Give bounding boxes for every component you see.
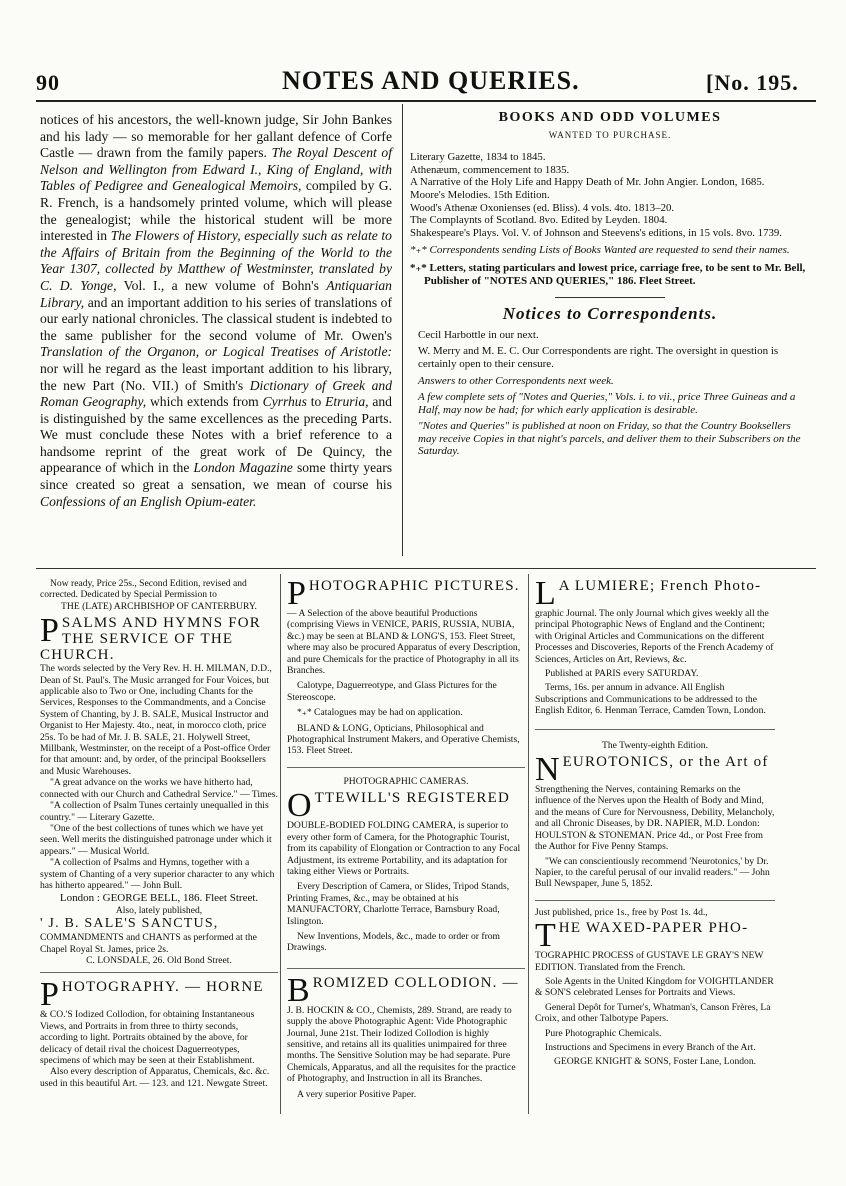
books-wanted-heading: BOOKS AND ODD VOLUMES: [498, 110, 722, 125]
notice-item: W. Merry and M. E. C. Our Correspondents are right. The oversight in question is certainly open to their censure.: [418, 345, 779, 370]
lead-p3: Vol. I., a new volume of Bohn's: [123, 277, 319, 293]
ad-separator: [40, 972, 278, 973]
waxed-depot: General Depôt for Turner's, Whatman's, Canson Frères, La Croix, and other Talbotype Papers.: [535, 1001, 771, 1025]
review-quote: "A great advance on the works we have hitherto had, connected with our Church and Cathedral Service." — Times.: [40, 777, 278, 800]
george-knight-line: GEORGE KNIGHT & SONS, Foster Lane, London.: [553, 1056, 757, 1068]
neurotonics-heading: EUROTONICS, or the Art of: [562, 754, 769, 771]
positive-paper-line: A very superior Positive Paper.: [297, 1088, 417, 1100]
list-item: Moore's Melodies. 15th Edition.: [410, 188, 550, 201]
list-item: Wood's Athenæ Oxonienses (ed. Bliss). 4 vols. 4to. 1813–20.: [410, 201, 675, 214]
letters-note: *₊* Letters, stating particulars and lowest price, carriage free, to be sent to Mr. Bell, Publisher of "NOTES AND QUERIES," 186. Fleet Street.: [410, 261, 806, 287]
waxed-heading: HE WAXED-PAPER PHO-: [558, 920, 749, 937]
drop-cap: O: [287, 787, 312, 825]
photography-body-2: Also every description of Apparatus, Chemicals, &c. &c. used in this beautiful Art. — 123. and 121. Newgate Street.: [40, 1066, 270, 1089]
books-wanted-subheading: WANTED TO PURCHASE.: [548, 129, 672, 140]
ad-separator: [535, 729, 775, 730]
catalogues-line: *₊* Catalogues may be had on application.: [297, 707, 463, 719]
cameras-heading: PHOTOGRAPHIC CAMERAS.: [343, 775, 469, 787]
notice-item: A few complete sets of "Notes and Queries," Vols. i. to vii., price Three Guineas and a Half, may now be had; for which early application is desirable.: [418, 391, 796, 416]
psalms-intro: Now ready, Price 25s., Second Edition, revised and corrected. Dedicated by Special Permission to: [40, 578, 247, 601]
drop-cap: T: [535, 917, 556, 955]
publisher-line: London : GEORGE BELL, 186. Fleet Street.: [59, 892, 259, 905]
photography-body: & CO.'S Iodized Collodion, for obtaining Instantaneous Views, and Portraits in from three to thirty seconds, according to light. Portraits obtained by the above, for delicacy of detail rival the choicest Daguerreotypes, specimens of which may be seen at their Establishment.: [40, 1009, 255, 1066]
flowers-title: The Flowers of History, especially such as relate to the Affairs of Britain from the Beginning of the World to the Year 1307, collected by Matthew of Westminster, translated by C. D. Yonge,: [40, 228, 392, 293]
psalms-heading: SALMS AND HYMNS FOR THE SERVICE OF THE CHURCH.: [40, 615, 262, 664]
drop-cap: P: [40, 976, 59, 1014]
calotype-line: Calotype, Daguerreotype, and Glass Pictures for the Stereoscope.: [287, 680, 497, 703]
waxed-chemicals: Pure Photographic Chemicals.: [545, 1027, 662, 1039]
page-number: 90: [36, 70, 60, 95]
lumiere-terms: Terms, 16s. per annum in advance. All English Subscriptions and Communications to be addressed to the English Editor, 6. Henman Terrace, Camden Town, London.: [535, 682, 766, 717]
cyrrhus: Cyrrhus: [262, 394, 307, 410]
drop-cap: P: [287, 575, 306, 612]
books-wanted-section: [410, 112, 810, 462]
ottewill-body-3: New Inventions, Models, &c., made to order or from Drawings.: [287, 930, 501, 954]
list-item: Literary Gazette, 1834 to 1845.: [410, 151, 546, 164]
journal-title: NOTES AND QUERIES.: [282, 66, 580, 95]
bland-long-line: BLAND & LONG, Opticians, Philosophical and Photographical Instrument Makers, and Operative Chemists, 153. Fleet Street.: [287, 722, 520, 757]
waxed-intro: Just published, price 1s., free by Post 1s. 4d.,: [535, 906, 708, 918]
neurotonics-quote: "We can conscientiously recommend 'Neurotonics,' by Dr. Napier, to the careful perusal of our invalid readers." — John Bull Newspaper, June 5, 1852.: [535, 855, 770, 890]
ad-separator: [287, 968, 525, 969]
dedicatee: THE (LATE) ARCHBISHOP OF CANTERBURY.: [61, 600, 257, 612]
issue-number: [No. 195.: [706, 70, 799, 95]
ad-separator: [287, 767, 525, 768]
notice-item: Answers to other Correspondents next week.: [418, 374, 614, 387]
column-divider: [280, 574, 281, 1114]
neurotonics-edition: The Twenty-eighth Edition.: [602, 739, 708, 751]
ottewill-body: DOUBLE-BODIED FOLDING CAMERA, is superior to every other form of Camera, for the Photographic Tourist, from its capability of Elongation or Contraction to any Focal Adjustment, its extreme Portability, and its adaptation for taking either Views or Portraits.: [287, 820, 521, 877]
advertisements-rule: [36, 568, 816, 569]
confessions-title: Confessions of an English Opium-eater.: [40, 493, 257, 509]
notices-heading: Notices to Correspondents.: [502, 304, 718, 324]
lead-p7: to: [310, 394, 322, 410]
also-published: Also, lately published,: [115, 904, 203, 916]
ads-column-1: [40, 578, 278, 1089]
ads-column-2: [287, 575, 525, 1100]
lumiere-paris-line: Published at PARIS every SATURDAY.: [545, 668, 699, 680]
review-quote: "A collection of Psalms and Hymns, together with a system of Chanting of a very superior character to any which has hitherto appeared." — John Bull.: [40, 857, 275, 891]
drop-cap: P: [40, 612, 59, 650]
drop-cap: L: [535, 575, 556, 612]
lead-p4: and an important addition to his series of translations of our early national chronicles. The classical student is indebted to the same publisher for the second volume of Mr. Owen's: [40, 294, 392, 343]
list-item: A Narrative of the Holy Life and Happy Death of Mr. John Angier. London, 1685.: [410, 176, 765, 189]
list-item: Shakespeare's Plays. Vol. V. of Johnson and Steevens's editions, in 15 vols. 8vo. 1739.: [410, 226, 782, 239]
antiquarian-library: Antiquarian Library,: [40, 277, 392, 310]
lonsdale-line: C. LONSDALE, 26. Old Bond Street.: [86, 954, 232, 966]
organon-title: Translation of the Organon, or Logical Treatises of Aristotle:: [40, 344, 392, 360]
list-item: The Complaynts of Scotland. 8vo. Edited by Leyden. 1804.: [410, 214, 668, 227]
lead-p8: and is distinguished by the same excellences as the preceding Parts. We must conclude these Notes with a brief reference to a handsome reprint of the great work of De Quincy, the appearance of which in the: [40, 394, 392, 476]
books-list: [410, 151, 810, 239]
column-divider: [528, 574, 529, 1114]
list-item: Athenæum, commencement to 1835.: [410, 163, 570, 176]
psalms-body: The words selected by the Very Rev. H. H. MILMAN, D.D., Dean of St. Paul's. The Music arranged for Four Voices, but applicable also to Two or One, including Chants for the Services, Responses to the Commandments, and a Concise System of Chanting, by J. B. SALE, Musical Instructor and Organist to Her Majesty. 4to., neat, in morocco cloth, price 25s. To be had of Mr. J. B. SALE, 21. Holywell Street, Millbank, Westminster, on the receipt of a Post-office Order for that amount: and, by order, of the principal Booksellers and Music Warehouses.: [40, 663, 272, 777]
etruria: Etruria,: [325, 394, 369, 410]
lead-article: [40, 112, 392, 510]
lead-p5: nor will he regard as the least important addition to his library, the new Part (No. VII.) of Smith's: [40, 360, 392, 393]
waxed-body: TOGRAPHIC PROCESS of GUSTAVE LE GRAY'S NEW EDITION. Translated from the French.: [535, 950, 764, 973]
dictionary-title: Dictionary of Greek and Roman Geography,: [40, 377, 392, 410]
photography-heading: HOTOGRAPHY. — HORNE: [61, 979, 264, 996]
bromized-body: J. B. HOCKIN & CO., Chemists, 289. Strand, are ready to supply the above Photographic Agent: Vide Photographic Journal, June 21st. Their Iodized Collodion is highly sensitive, and retains all its qualities unimpaired for three months. The Sensitive Solution may be had separate. Pure Chemicals, Apparatus, and all the requisites for the practice of Photography, and Instruction in all its Branches.: [287, 1004, 516, 1085]
neurotonics-body: Strengthening the Nerves, containing Remarks on the influence of the Nerves upon the Health of Body and Mind, and the means of Cure for Nervousness, Debility, Melancholy, and all Chronic Diseases, by DR. NAPIER, M.D. London: HOULSTON & STONEMAN. Price 4d., or Post Free from the Author for Five Penny Stamps.: [535, 784, 775, 853]
column-divider: [402, 104, 403, 556]
drop-cap: N: [535, 751, 560, 789]
lumiere-heading: A LUMIERE; French Photo-: [558, 578, 762, 594]
pictures-body: — A Selection of the above beautiful Productions (comprising Views in VENICE, PARIS, RUSSIA, NUBIA, &c.) may be seen at BLAND & LONG'S, 153. Fleet Street, where may also be procured Apparatus of every Description, and pure Chemicals for the practice of Photography in all its Branches.: [287, 608, 521, 677]
header-rule: [36, 100, 816, 102]
sanctus-body: COMMANDMENTS and CHANTS as performed at the Chapel Royal St. James, price 2s.: [40, 932, 257, 955]
review-quote: "A collection of Psalm Tunes certainly unequalled in this country." — Literary Gazette.: [40, 800, 269, 823]
lumiere-body: graphic Journal. The only Journal which gives weekly all the principal Photographic News of England and the Continent; with Original Articles and Communications on the different Processes and Discoveries, Reports of the French Academy of Sciences, Articles on Art, Reviews, &c.: [535, 608, 774, 665]
ads-column-3: [535, 575, 775, 1068]
drop-cap: B: [287, 971, 310, 1009]
ad-separator: [535, 900, 775, 901]
london-magazine: London Magazine: [193, 460, 293, 476]
lead-p2: compiled by G. R. French, is a handsomely printed volume, which will please the genealogist; while the historical student will be more interested in: [40, 178, 392, 244]
notice-item: "Notes and Queries" is published at noon on Friday, so that the Country Booksellers may receive Copies in that night's parcels, and deliver them to their Subscribers on the Saturday.: [418, 420, 801, 458]
correspondents-note: *₊* Correspondents sending Lists of Books Wanted are requested to send their names.: [410, 244, 790, 257]
waxed-agents: Sole Agents in the United Kingdom for VOIGHTLANDER & SON'S celebrated Lenses for Portraits and Views.: [535, 975, 774, 999]
pictures-heading: HOTOGRAPHIC PICTURES.: [308, 578, 520, 594]
bromized-heading: ROMIZED COLLODION. —: [312, 974, 519, 991]
ottewill-heading: TTEWILL'S REGISTERED: [314, 790, 510, 807]
royal-descent-title: The Royal Descent of Nelson and Wellington from Edward I., King of England, with Tables of Pedigree and Genealogical Memoirs,: [40, 145, 393, 194]
waxed-instructions: Instructions and Specimens in every Branch of the Art.: [545, 1041, 756, 1053]
section-rule: [555, 297, 665, 298]
review-quote: "One of the best collections of tunes which we have yet seen. Well merits the distinguished patronage under which it appears." — Musical World.: [40, 822, 272, 857]
ottewill-body-2: Every Description of Camera, or Slides, Tripod Stands, Printing Frames, &c., may be obtained at his MANUFACTORY, Charlotte Terrace, Barnsbury Road, Islington.: [287, 881, 510, 927]
lead-p1: notices of his ancestors, the well-known judge, Sir John Bankes and his lady — so memorable for her gallant defence of Corfe Castle — drawn from the family papers.: [40, 112, 392, 161]
notice-item: Cecil Harbottle in our next.: [418, 328, 539, 341]
sanctus-heading: ' J. B. SALE'S SANCTUS,: [40, 916, 219, 932]
lead-p6: which extends from: [149, 394, 259, 410]
lead-p9: some thirty years since created so great a sensation, we mean of course his: [40, 460, 393, 493]
